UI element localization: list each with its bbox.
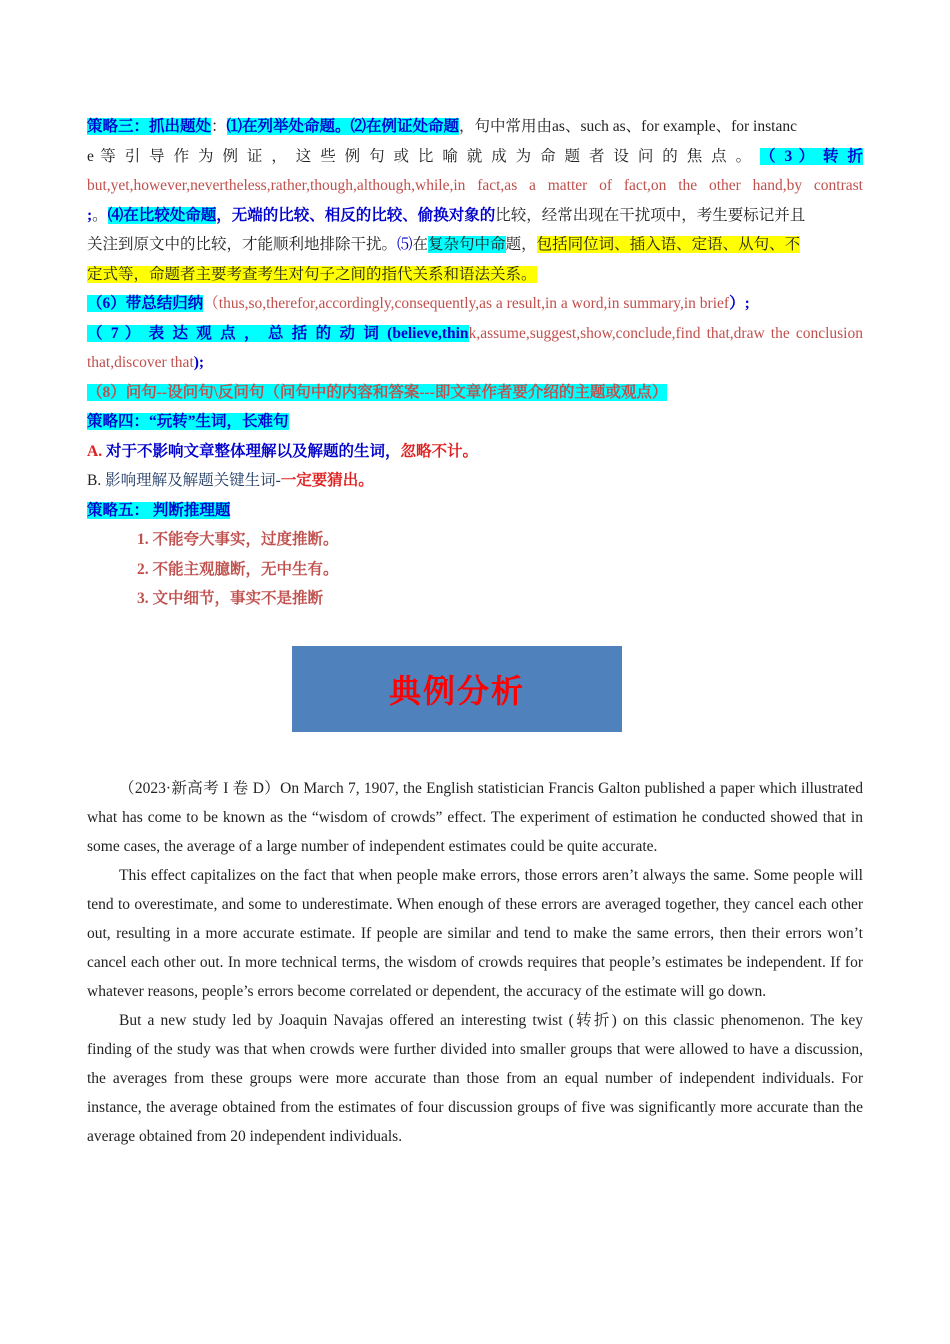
- strategy3-item7-label: （ 7 ） 表 达 观 点 ， 总 括 的 动 词 (believe,thin: [87, 324, 469, 342]
- strategy3-line5: [87, 230, 863, 260]
- strategy3-item6-words: （thus,so,therefor,accordingly,consequently,as a result,in a word,in summary,in brief: [203, 295, 730, 312]
- strategy3-item4-bold: ，无端的比较、相反的比较、偷换对象的: [216, 206, 496, 224]
- strategy-section: [87, 112, 863, 614]
- strategy3-item8: （8）问句--设问句\反问句（问句中的内容和答案---即文章作者要介绍的主题或观点）: [87, 383, 668, 401]
- strategy3-item4-text: 比较，经常出现在干扰项中，考生要标记并且: [495, 206, 806, 224]
- strategy3-item5-yellow2: 定式等，命题者主要考查考生对句子之间的指代关系和语法关系。: [87, 265, 537, 283]
- strategy3-item3: （ 3 ） 转 折: [760, 147, 863, 165]
- strategy4-a-text: 对于不影响文章整体理解以及解题的生词，: [105, 442, 401, 460]
- strategy4-a-red: 忽略不计。: [400, 442, 478, 460]
- strategy3-line2: [87, 142, 863, 172]
- period: 。: [92, 206, 108, 224]
- strategy5-heading-line: [87, 496, 863, 526]
- strategy4-a-label: A.: [87, 442, 103, 460]
- strategy3-item5-highlight: 复杂句中命: [428, 236, 506, 253]
- strategy3-line10: [87, 378, 863, 408]
- strategy3-item7-end: );: [193, 354, 205, 371]
- strategy3-item6-label: （6）带总结归纳: [87, 295, 204, 312]
- strategy4-b-red: 一定要猜出。: [280, 472, 374, 489]
- strategy3-text1: ，句中常用由as、such as、for example、for instanc: [459, 118, 797, 135]
- strategy5-heading: 策略五： 判断推理题: [87, 501, 231, 519]
- strategy5-item: 1. 不能夸大事实，过度推断。: [137, 531, 339, 548]
- strategy5-item: 2. 不能主观臆断，无中生有。: [137, 560, 339, 578]
- strategy3-line4: [87, 201, 863, 231]
- strategy3-heading: 策略三：抓出题处: [87, 118, 212, 135]
- strategy3-line9: [87, 348, 863, 378]
- strategy3-item6-end: ）;: [729, 295, 750, 312]
- strategy3-item7-words: k,assume,suggest,show,conclude,find that,draw the conclusion: [468, 324, 863, 342]
- strategy4-b-line: [87, 466, 863, 496]
- strategy3-line6: [87, 260, 863, 290]
- strategy3-item4-text2: 关注到原文中的比较，才能顺利地排除干扰。: [87, 236, 398, 253]
- item5-post: 题，: [505, 236, 537, 253]
- strategy4-heading: 策略四：“玩转”生词，长难句: [87, 413, 289, 430]
- strategy3-line8: [87, 319, 863, 349]
- item5-pre: 在: [412, 236, 429, 253]
- semicolon: ;: [87, 206, 93, 224]
- strategy3-item5-num: ⑸: [397, 236, 413, 253]
- strategy4-b-label: B.: [87, 472, 102, 489]
- passage-paragraph: （2023·新高考 I 卷 D）On March 7, 1907, the English statistician Francis Galton published a paper which illustrated what has come to be known as the “wisdom of crowds” effect. The experiment of estimation he conducted showed that in some cases, the average of a large number of independent estimates could be quite accurate.: [87, 780, 863, 855]
- strategy4-b-text: 影响理解及解题关键生词-: [105, 472, 281, 489]
- strategy3-line7: [87, 289, 863, 319]
- passage-paragraph: But a new study led by Joaquin Navajas offered an interesting twist (转折) on this classic phenomenon. The key finding of the study was that when crowds were further divided into smaller groups that were allowed to have a discussion, the averages from these groups were more accurate than those from an equal number of independent individuals. For instance, the average obtained from the estimates of four discussion groups of five was significantly more accurate than the average obtained from 20 independent individuals.: [87, 1012, 863, 1145]
- reading-passage: [87, 774, 863, 1151]
- colon: ：: [211, 118, 227, 135]
- strategy3-line1: [87, 112, 863, 142]
- strategy3-item5-yellow: 包括同位词、插入语、定语、从句、不: [536, 236, 801, 253]
- conjunction-list: but,yet,however,nevertheless,rather,though,although,while,in fact,as a matter of fact,on the other hand,by contrast: [87, 177, 863, 194]
- strategy3-item7-words2: that,discover that: [87, 354, 194, 371]
- strategy4-heading-line: [87, 407, 863, 437]
- banner-title: 典例分析: [388, 673, 525, 709]
- strategy5-item: 3. 文中细节，事实不是推断: [137, 590, 324, 607]
- strategy3-text2: e 等 引 导 作 为 例 证 ， 这 些 例 句 或 比 喻 就 成 为 命 题 者 设 问 的 焦 点 。: [87, 147, 754, 165]
- passage-paragraph: This effect capitalizes on the fact that when people make errors, those errors aren’t always the same. Some people will tend to overestimate, and some to underestimate. When enough of these errors are averaged together, they cancel each other out, resulting in a more accurate estimate. If people are similar and tend to make the same errors, then their errors won’t cancel each other out. In more technical terms, the wisdom of crowds requires that people’s estimates be independent. If for whatever reasons, people’s errors become correlated or dependent, the accuracy of the estimate will go down.: [87, 867, 863, 1000]
- example-analysis-banner: [292, 646, 622, 732]
- strategy3-item4: ⑷在比较处命题: [107, 206, 217, 224]
- strategy4-a-line: [87, 437, 863, 467]
- strategy3-item1: ⑴在列举处命题。⑵在例证处命题: [226, 118, 460, 135]
